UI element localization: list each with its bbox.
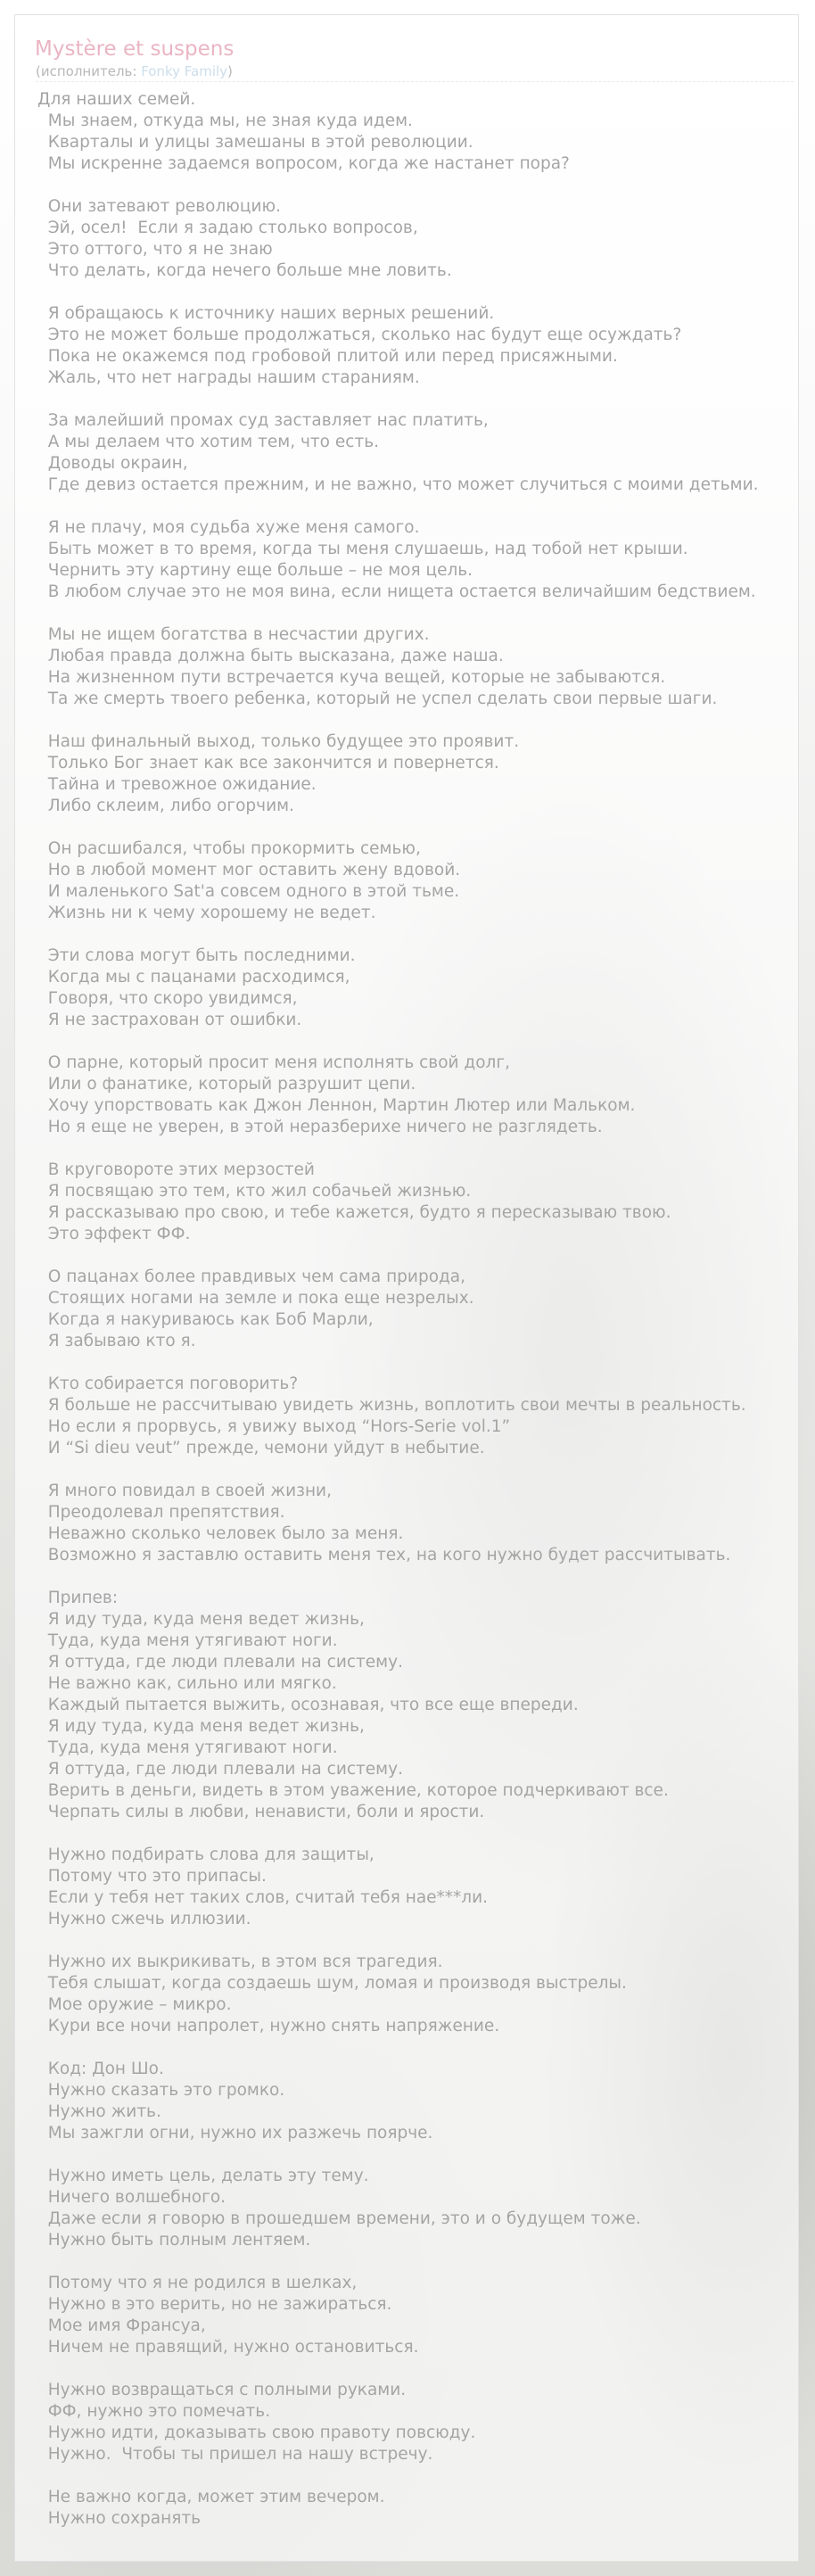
content-panel xyxy=(14,14,799,2562)
